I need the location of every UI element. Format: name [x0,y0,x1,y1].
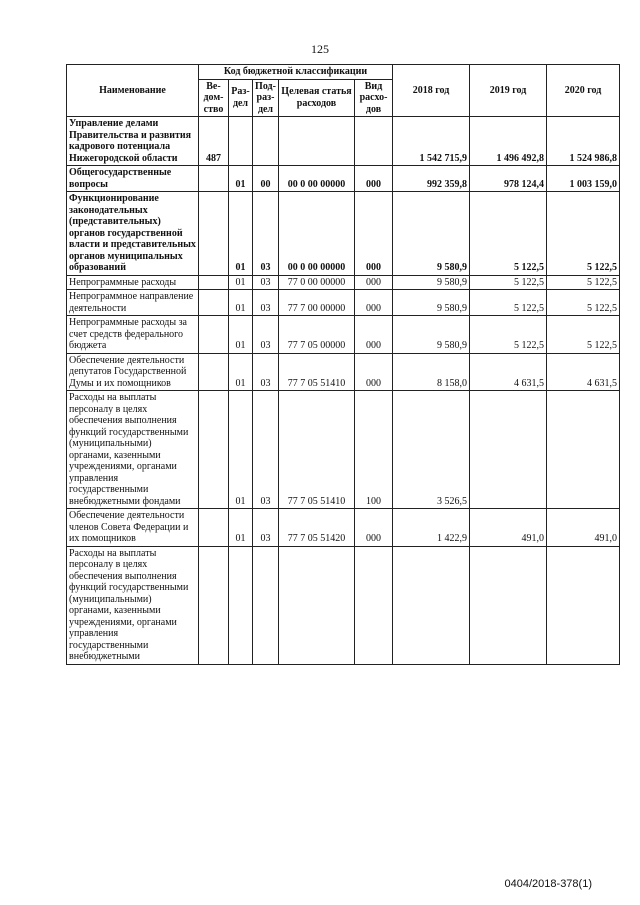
cell-cs: 77 7 05 51410 [279,391,355,509]
cell-ved [199,509,229,547]
cell-vid: 100 [355,391,393,509]
cell-vid: 000 [355,509,393,547]
cell-raz: 01 [229,391,253,509]
cell-podraz: 03 [253,391,279,509]
table-row [67,316,620,354]
header-vid: Вид расхо-дов [355,79,393,117]
cell-raz: 01 [229,275,253,290]
cell-y2020: 1 524 986,8 [547,117,620,166]
cell-y2019 [470,546,547,664]
cell-podraz: 03 [253,509,279,547]
budget-table [66,64,620,665]
cell-podraz: 03 [253,290,279,316]
cell-vid: 000 [355,192,393,276]
cell-vid [355,117,393,166]
cell-raz: 01 [229,166,253,192]
cell-y2019: 5 122,5 [470,275,547,290]
cell-vid: 000 [355,316,393,354]
cell-cs: 77 7 05 51410 [279,353,355,391]
cell-ved [199,353,229,391]
cell-podraz: 03 [253,192,279,276]
cell-y2018: 3 526,5 [393,391,470,509]
cell-vid: 000 [355,290,393,316]
cell-y2018 [393,546,470,664]
cell-name: Непрограммные расходы за счет средств федерального бюджета [67,316,199,354]
table-row [67,166,620,192]
cell-cs: 77 0 00 00000 [279,275,355,290]
cell-y2018: 992 359,8 [393,166,470,192]
header-code-group: Код бюджетной классификации [199,65,393,80]
cell-podraz: 00 [253,166,279,192]
cell-name: Общегосударственные вопросы [67,166,199,192]
budget-table-container [66,64,619,665]
cell-podraz: 03 [253,353,279,391]
cell-raz [229,546,253,664]
header-row-1 [67,65,620,80]
header-2018: 2018 год [393,65,470,117]
cell-y2018: 9 580,9 [393,316,470,354]
cell-y2018: 9 580,9 [393,290,470,316]
cell-y2020 [547,546,620,664]
cell-podraz: 03 [253,275,279,290]
cell-raz: 01 [229,509,253,547]
cell-ved [199,546,229,664]
cell-y2019 [470,391,547,509]
table-row [67,546,620,664]
cell-y2019: 1 496 492,8 [470,117,547,166]
header-name: Наименование [67,65,199,117]
cell-name: Расходы на выплаты персоналу в целях обеспечения выполнения функций государственными (муниципальными) органами, казенными учреждениями, органами управления государственными внебюджетными [67,546,199,664]
table-row [67,353,620,391]
cell-y2020: 1 003 159,0 [547,166,620,192]
cell-y2018: 1 542 715,9 [393,117,470,166]
cell-raz: 01 [229,353,253,391]
cell-ved [199,290,229,316]
header-vedomstvo: Ве-дом-ство [199,79,229,117]
cell-y2020: 491,0 [547,509,620,547]
cell-ved: 487 [199,117,229,166]
cell-ved [199,316,229,354]
cell-y2019: 491,0 [470,509,547,547]
table-row [67,192,620,276]
cell-name: Расходы на выплаты персоналу в целях обеспечения выполнения функций государственными (муниципальными) органами, казенными учреждениями, органами управления государственными внебюджетными фондами [67,391,199,509]
table-row [67,290,620,316]
header-2020: 2020 год [547,65,620,117]
table-row [67,509,620,547]
cell-podraz [253,546,279,664]
document-code: 0404/2018-378(1) [504,878,592,890]
header-razdel: Раз-дел [229,79,253,117]
cell-ved [199,166,229,192]
cell-y2020: 5 122,5 [547,192,620,276]
cell-cs: 00 0 00 00000 [279,166,355,192]
cell-y2019: 978 124,4 [470,166,547,192]
header-target: Целевая статья расходов [279,79,355,117]
cell-y2020: 5 122,5 [547,290,620,316]
cell-y2018: 9 580,9 [393,275,470,290]
cell-raz: 01 [229,290,253,316]
cell-y2018: 9 580,9 [393,192,470,276]
page-number: 125 [311,42,329,56]
cell-vid: 000 [355,275,393,290]
cell-y2020 [547,391,620,509]
cell-y2018: 8 158,0 [393,353,470,391]
cell-cs: 77 7 05 51420 [279,509,355,547]
cell-raz: 01 [229,192,253,276]
cell-y2020: 5 122,5 [547,316,620,354]
table-body [67,117,620,665]
cell-y2019: 5 122,5 [470,192,547,276]
cell-podraz [253,117,279,166]
cell-y2019: 4 631,5 [470,353,547,391]
cell-name: Обеспечение деятельности депутатов Государственной Думы и их помощников [67,353,199,391]
cell-y2019: 5 122,5 [470,316,547,354]
cell-name: Обеспечение деятельности членов Совета Федерации и их помощников [67,509,199,547]
header-2019: 2019 год [470,65,547,117]
cell-name: Непрограммное направление деятельности [67,290,199,316]
table-row [67,275,620,290]
cell-ved [199,275,229,290]
cell-y2020: 5 122,5 [547,275,620,290]
table-row [67,391,620,509]
cell-y2019: 5 122,5 [470,290,547,316]
cell-cs: 77 7 00 00000 [279,290,355,316]
cell-podraz: 03 [253,316,279,354]
cell-name: Управление делами Правительства и развития кадрового потенциала Нижегородской области [67,117,199,166]
cell-raz: 01 [229,316,253,354]
cell-ved [199,192,229,276]
cell-cs: 77 7 05 00000 [279,316,355,354]
cell-vid [355,546,393,664]
cell-vid: 000 [355,353,393,391]
cell-vid: 000 [355,166,393,192]
cell-name: Непрограммные расходы [67,275,199,290]
cell-ved [199,391,229,509]
cell-cs: 00 0 00 00000 [279,192,355,276]
cell-y2018: 1 422,9 [393,509,470,547]
header-podrazdel: Под-раз-дел [253,79,279,117]
cell-cs [279,546,355,664]
cell-cs [279,117,355,166]
cell-raz [229,117,253,166]
cell-y2020: 4 631,5 [547,353,620,391]
cell-name: Функционирование законодательных (представительных) органов государственной власти и представительных органов муниципальных образований [67,192,199,276]
table-row [67,117,620,166]
